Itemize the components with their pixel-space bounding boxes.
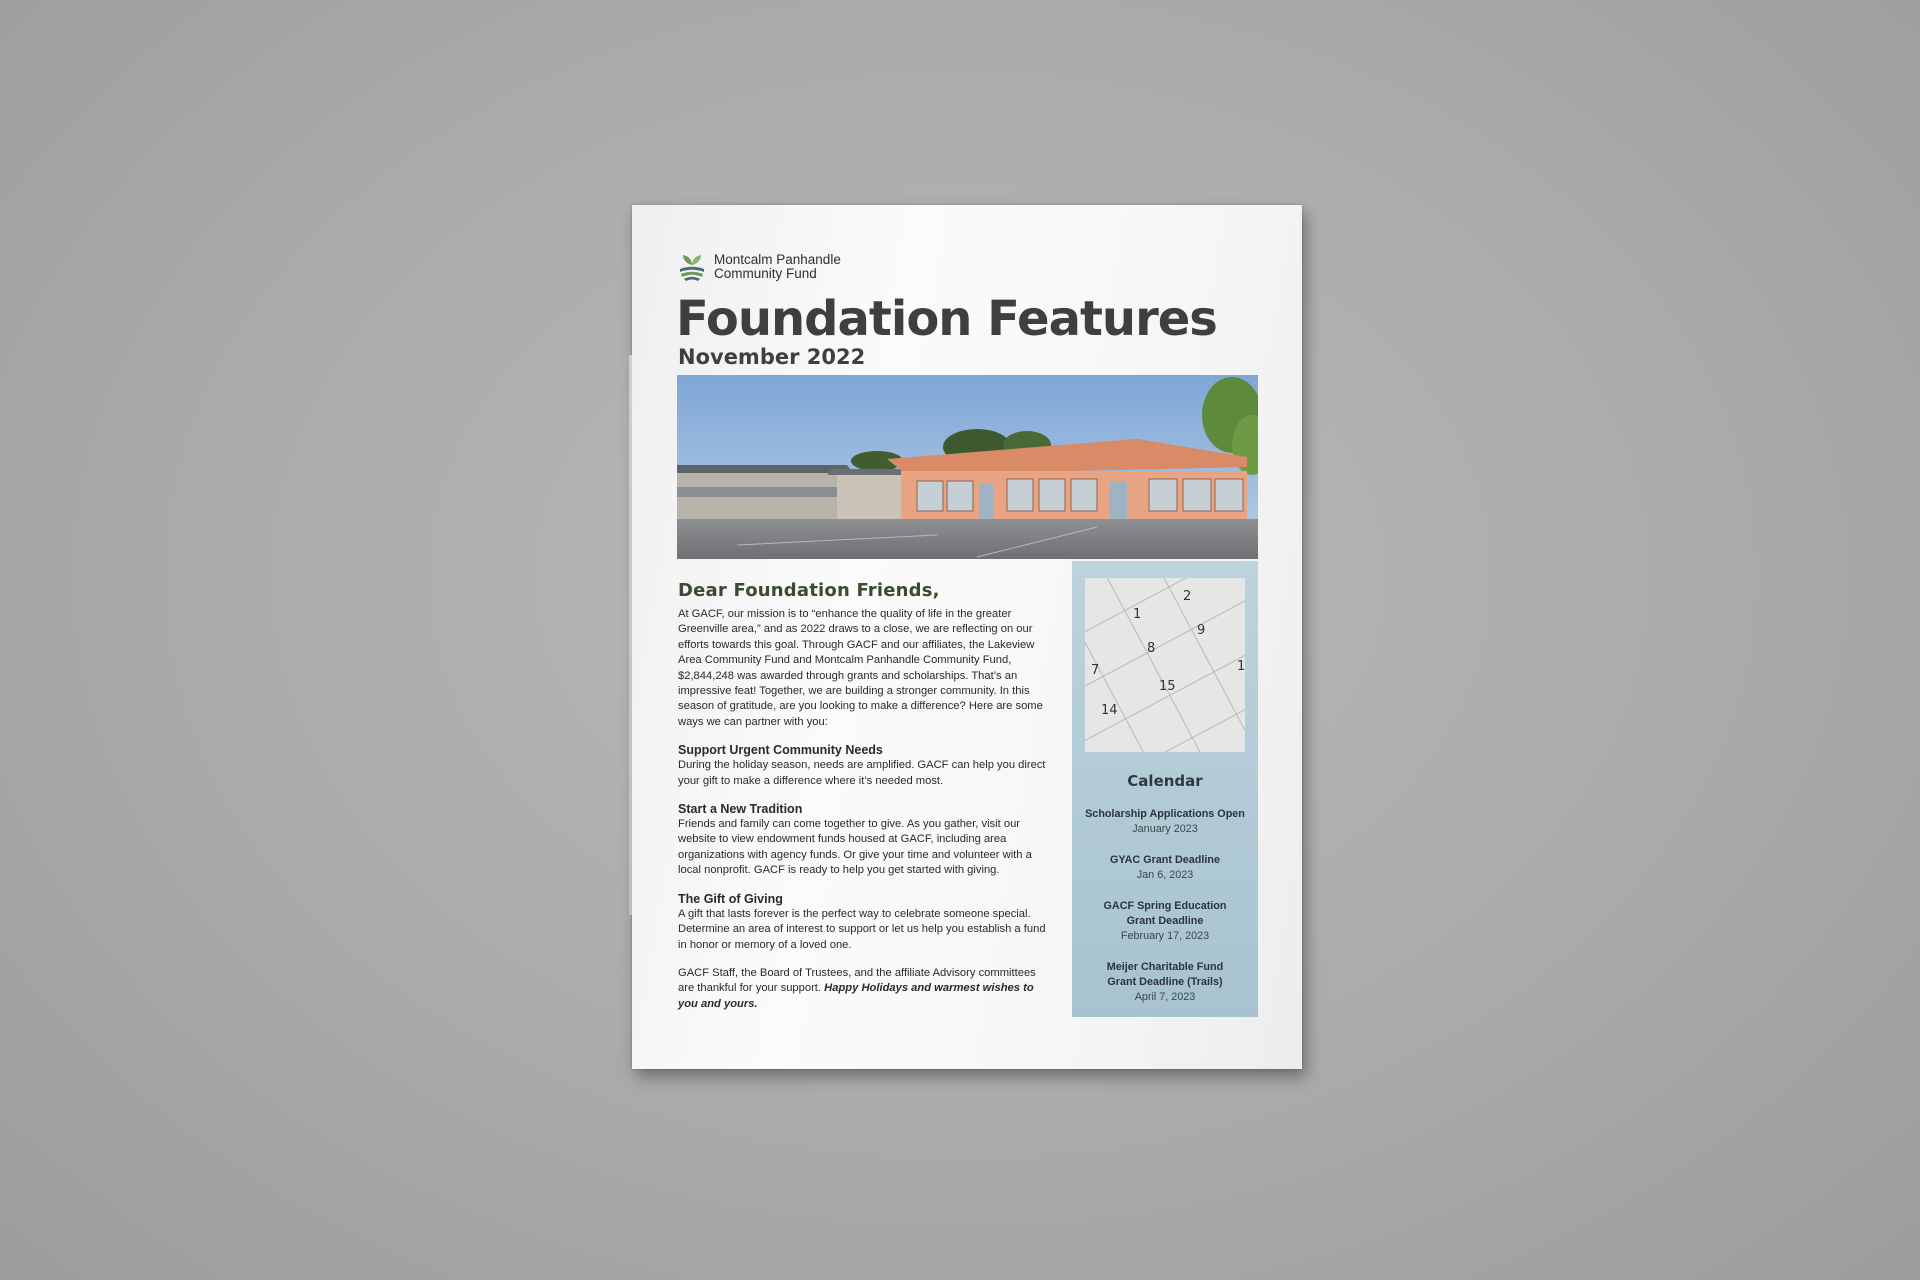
newsletter-title: Foundation Features [676,291,1217,347]
calendar-event [1072,807,1258,837]
calendar-photo-number: 8 [1147,641,1156,656]
brochure-page [632,205,1302,1069]
calendar-event [1072,960,1258,1005]
event-name: Meijer Charitable Fund Grant Deadline (Trails) [1106,961,1224,988]
event-date: January 2023 [1132,823,1198,835]
section-title-new-tradition: Start a New Tradition [678,802,803,817]
calendar-photo-number: 14 [1101,703,1118,718]
event-date: April 7, 2023 [1134,991,1196,1003]
calendar-photo [1085,578,1245,752]
section-text-gift-of-giving: A gift that lasts forever is the perfect way to celebrate someone special. Determine an area of interest to support or let us help you establish a fund in honor or memory of a loved one. [678,907,1046,951]
logo-line-1: Montcalm Panhandle [714,252,841,267]
logo-line-2: Community Fund [714,266,817,281]
event-name: GACF Spring Education Grant Deadline [1103,900,1227,927]
calendar-panel [1072,561,1258,1017]
closing-emphasis: Happy Holidays and warmest wishes to you and yours. [678,982,1034,1010]
closing-text: GACF Staff, the Board of Trustees, and the affiliate Advisory committees are thankful for your support. [678,966,1036,995]
calendar-photo-number: 1 [1237,659,1245,674]
event-date: February 17, 2023 [1120,930,1210,942]
event-name: GYAC Grant Deadline [1110,854,1220,866]
section-title-urgent-needs: Support Urgent Community Needs [678,743,883,758]
calendar-photo-number: 1 [1133,607,1142,622]
calendar-event [1072,899,1258,944]
calendar-photo-number: 9 [1197,623,1206,638]
newsletter-date: November 2022 [678,345,866,369]
event-name: Scholarship Applications Open [1085,808,1245,820]
calendar-photo-number: 15 [1159,679,1176,694]
calendar-photo-number: 2 [1183,589,1192,604]
calendar-events [1072,807,1258,1021]
letter-section [678,580,1048,1012]
letter-greeting: Dear Foundation Friends, [678,580,940,601]
section-title-gift-of-giving: The Gift of Giving [678,891,783,906]
event-date: Jan 6, 2023 [1136,869,1194,881]
logo [678,251,841,283]
letter-intro: At GACF, our mission is to “enhance the quality of life in the greater Greenville area,” and as 2022 draws to a close, we are reflecting on our efforts towards this goal. Through GACF and our affiliates, the Lakeview Area Community Fund and Montcalm Panhandle Community Fund, $2,844,248 was awarded through grants and scholarships. That’s an impressive feat! Together, we are building a stronger community. In this season of gratitude, are you looking to make a difference? Here are some ways we can partner with you: [678,608,1043,728]
section-text-urgent-needs: During the holiday season, needs are amplified. GACF can help you direct your gift to make a difference where it’s needed most. [678,759,1046,787]
section-text-new-tradition: Friends and family can come together to give. As you gather, visit our website to view endowment funds housed at GACF, including area organizations with agency funds. Or give your time and volunteer with a local nonprofit. GACF is ready to help you get started with giving. [678,818,1032,877]
school-building-photo [677,375,1258,559]
calendar-event [1072,853,1258,883]
calendar-photo-number: 7 [1091,663,1100,678]
calendar-heading: Calendar [1127,772,1203,790]
sprout-field-icon [678,251,706,283]
letter-closing [678,966,1048,1012]
